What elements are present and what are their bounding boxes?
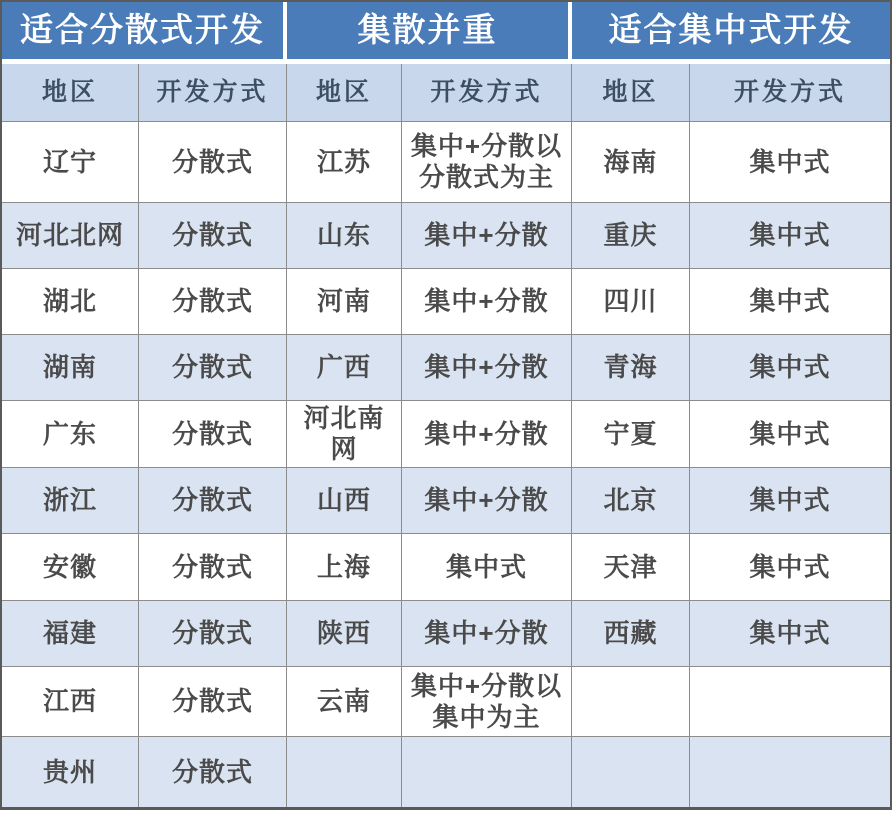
region-cell: 辽宁 bbox=[2, 122, 139, 203]
region-cell: 贵州 bbox=[2, 737, 139, 807]
mode-cell: 分散式 bbox=[139, 601, 287, 667]
column-header-region-1: 地区 bbox=[2, 64, 139, 122]
region-cell: 山东 bbox=[287, 203, 402, 269]
region-cell: 陕西 bbox=[287, 601, 402, 667]
mode-cell bbox=[690, 667, 890, 737]
mode-cell: 分散式 bbox=[139, 534, 287, 601]
region-cell: 四川 bbox=[572, 269, 690, 335]
column-header-region-2: 地区 bbox=[287, 64, 402, 122]
region-cell: 湖南 bbox=[2, 335, 139, 401]
column-header-mode-2: 开发方式 bbox=[402, 64, 572, 122]
region-cell bbox=[287, 737, 402, 807]
group-header-row bbox=[2, 2, 890, 64]
mode-cell: 集中式 bbox=[690, 401, 890, 468]
table-row bbox=[2, 203, 890, 269]
region-cell: 宁夏 bbox=[572, 401, 690, 468]
column-header-mode-3: 开发方式 bbox=[690, 64, 890, 122]
mode-cell: 分散式 bbox=[139, 737, 287, 807]
region-cell: 西藏 bbox=[572, 601, 690, 667]
mode-cell: 集中+分散 bbox=[402, 203, 572, 269]
table-row bbox=[2, 335, 890, 401]
table-row bbox=[2, 601, 890, 667]
mode-cell: 分散式 bbox=[139, 203, 287, 269]
region-cell: 上海 bbox=[287, 534, 402, 601]
table-row bbox=[2, 667, 890, 737]
region-cell: 北京 bbox=[572, 468, 690, 534]
mode-cell: 集中式 bbox=[402, 534, 572, 601]
region-cell: 河南 bbox=[287, 269, 402, 335]
mode-cell: 集中+分散以分散式为主 bbox=[402, 122, 572, 203]
region-cell bbox=[572, 667, 690, 737]
region-cell: 山西 bbox=[287, 468, 402, 534]
mode-cell: 集中式 bbox=[690, 269, 890, 335]
mode-cell: 集中+分散以集中为主 bbox=[402, 667, 572, 737]
mode-cell: 集中+分散 bbox=[402, 269, 572, 335]
mode-cell: 分散式 bbox=[139, 269, 287, 335]
column-header-row bbox=[2, 64, 890, 122]
region-cell: 江苏 bbox=[287, 122, 402, 203]
region-cell: 云南 bbox=[287, 667, 402, 737]
column-header-mode-1: 开发方式 bbox=[139, 64, 287, 122]
mode-cell: 集中+分散 bbox=[402, 335, 572, 401]
mode-cell: 分散式 bbox=[139, 468, 287, 534]
table-row bbox=[2, 401, 890, 468]
table-row bbox=[2, 534, 890, 601]
region-cell: 福建 bbox=[2, 601, 139, 667]
mode-cell bbox=[690, 737, 890, 807]
mode-cell: 集中式 bbox=[690, 534, 890, 601]
region-cell bbox=[572, 737, 690, 807]
region-cell: 河北北网 bbox=[2, 203, 139, 269]
mode-cell: 集中+分散 bbox=[402, 401, 572, 468]
mode-cell: 分散式 bbox=[139, 401, 287, 468]
region-cell: 天津 bbox=[572, 534, 690, 601]
region-cell: 河北南网 bbox=[287, 401, 402, 468]
mode-cell: 分散式 bbox=[139, 122, 287, 203]
table-row bbox=[2, 269, 890, 335]
group-header-distributed: 适合分散式开发 bbox=[2, 2, 287, 64]
mode-cell: 分散式 bbox=[139, 667, 287, 737]
region-cell: 浙江 bbox=[2, 468, 139, 534]
region-cell: 重庆 bbox=[572, 203, 690, 269]
table-row bbox=[2, 468, 890, 534]
mode-cell bbox=[402, 737, 572, 807]
region-cell: 海南 bbox=[572, 122, 690, 203]
group-header-mixed: 集散并重 bbox=[287, 2, 572, 64]
table-row bbox=[2, 737, 890, 807]
group-header-centralized: 适合集中式开发 bbox=[572, 2, 890, 64]
region-cell: 安徽 bbox=[2, 534, 139, 601]
mode-cell: 集中+分散 bbox=[402, 601, 572, 667]
column-header-region-3: 地区 bbox=[572, 64, 690, 122]
mode-cell: 集中式 bbox=[690, 122, 890, 203]
region-cell: 江西 bbox=[2, 667, 139, 737]
mode-cell: 集中式 bbox=[690, 468, 890, 534]
region-cell: 广西 bbox=[287, 335, 402, 401]
table-row bbox=[2, 122, 890, 203]
region-cell: 广东 bbox=[2, 401, 139, 468]
mode-cell: 集中式 bbox=[690, 601, 890, 667]
region-cell: 湖北 bbox=[2, 269, 139, 335]
mode-cell: 集中式 bbox=[690, 335, 890, 401]
mode-cell: 集中+分散 bbox=[402, 468, 572, 534]
region-cell: 青海 bbox=[572, 335, 690, 401]
mode-cell: 集中式 bbox=[690, 203, 890, 269]
mode-cell: 分散式 bbox=[139, 335, 287, 401]
